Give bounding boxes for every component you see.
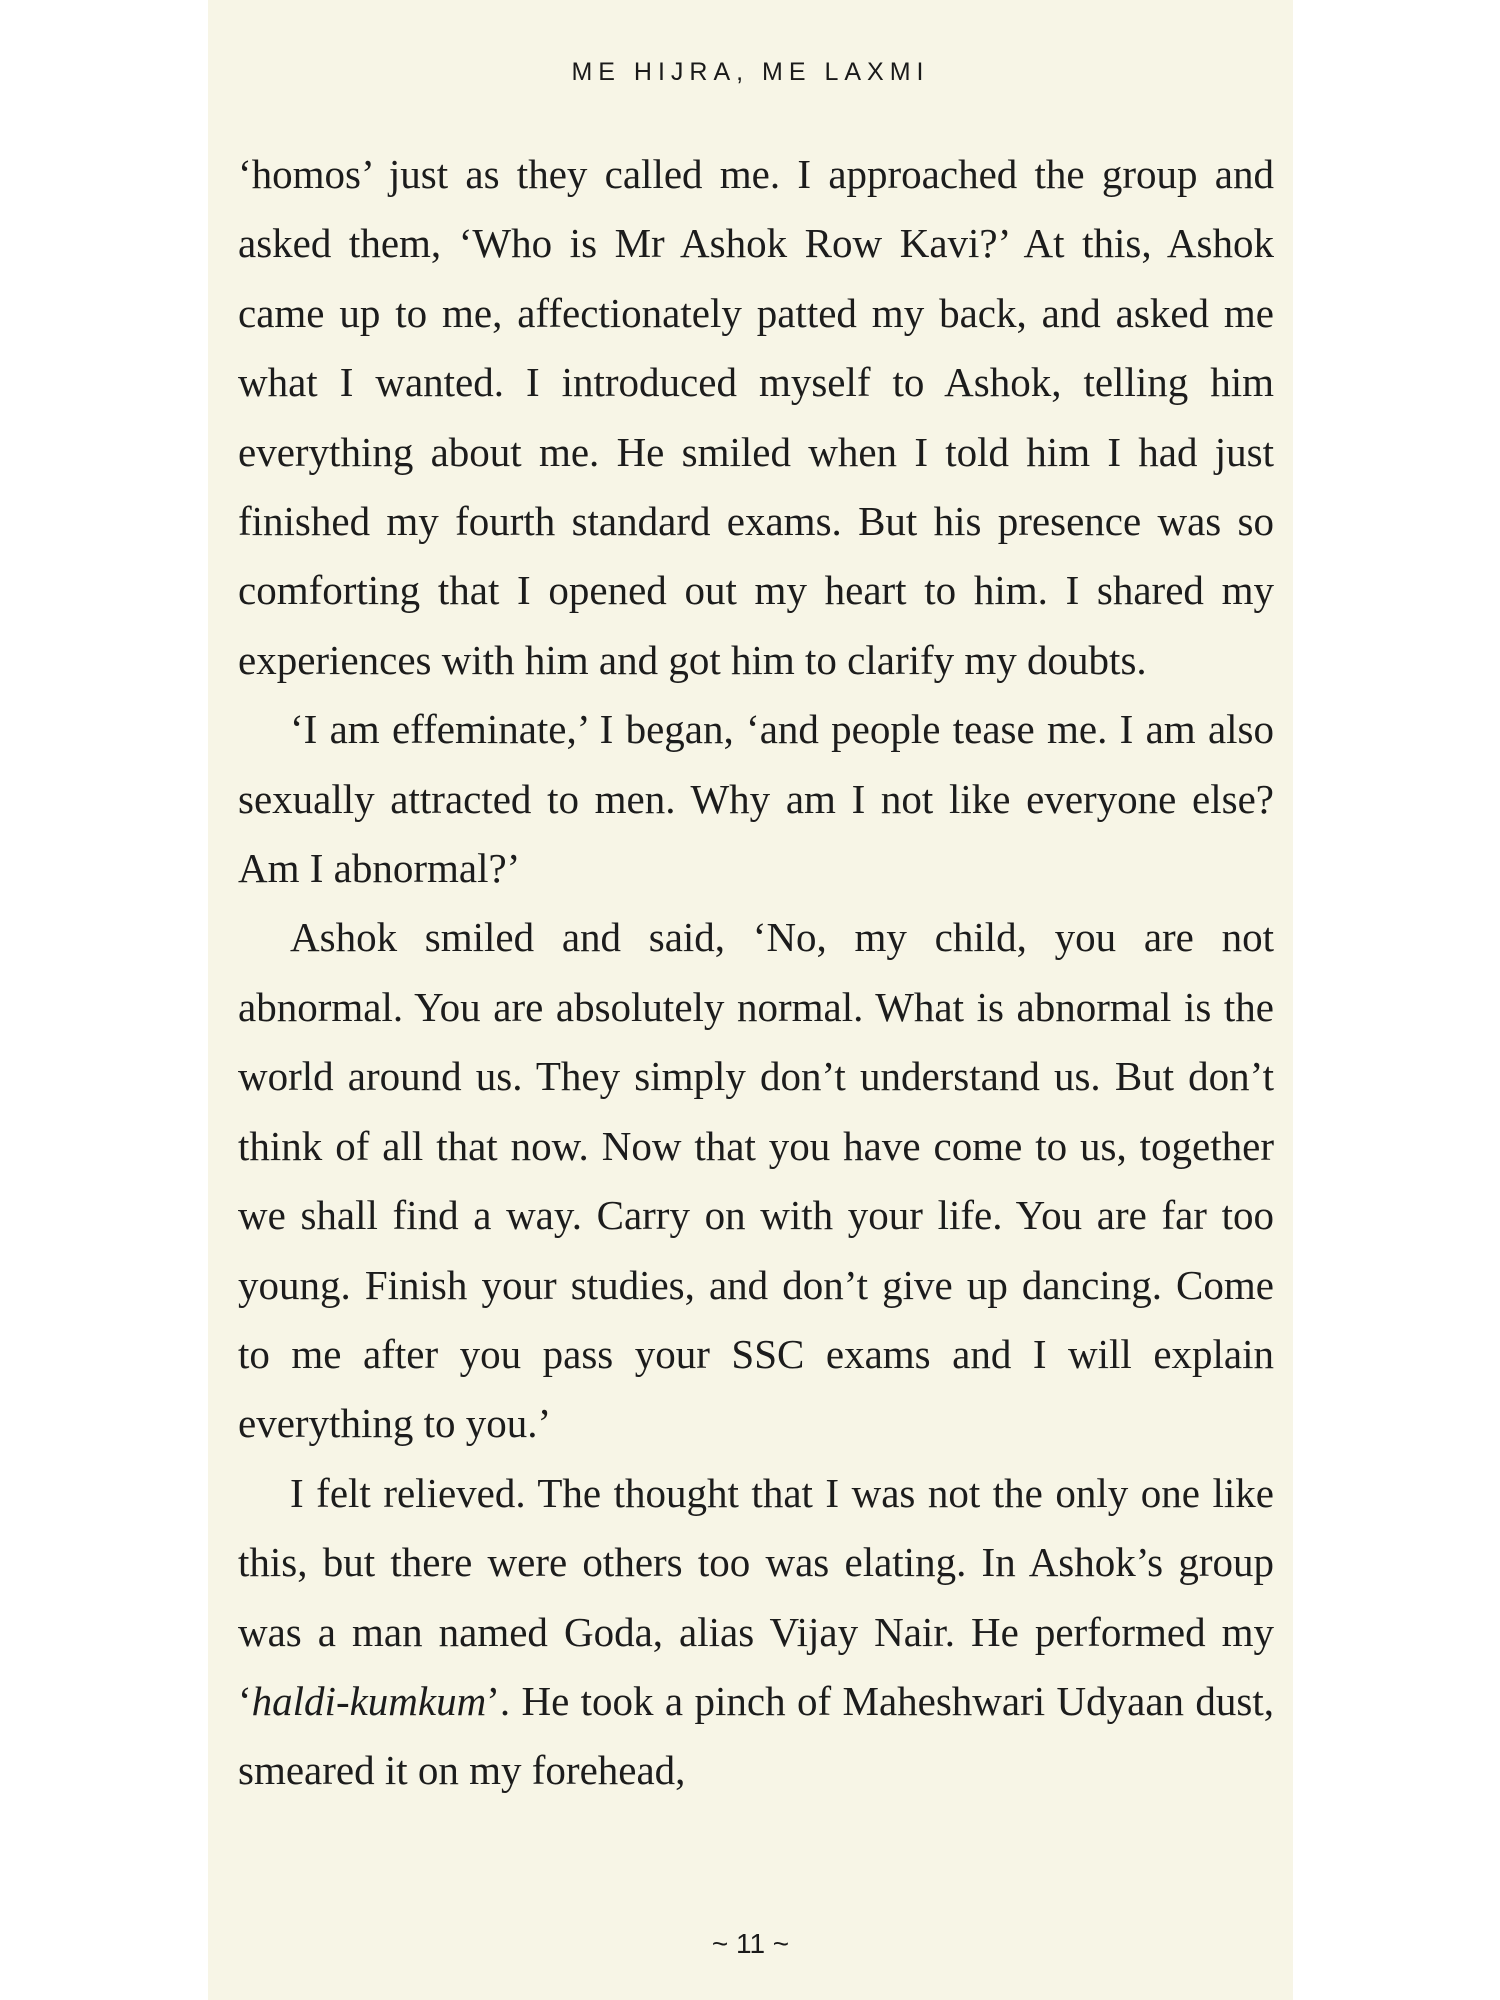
book-page [208,0,1293,2000]
italic-term: haldi-kumkum [251,1677,487,1724]
paragraph-2: ‘I am effeminate,’ I began, ‘and people tease me. I am also sexually attracted to men. Why am I not like everyone else? Am I abnormal?’ [238,706,1274,892]
body-text [238,140,1274,1806]
paragraph-4 [238,1459,1274,1806]
paragraph-4-text-after: ’. He took a pinch of Maheshwari Udyaan dust, smeared it on my forehead, [238,1677,1274,1794]
running-head-title: ME HIJRA, ME LAXMI [571,58,930,86]
paragraph-1: ‘homos’ just as they called me. I approached the group and asked them, ‘Who is Mr Ashok Row Kavi?’ At this, Ashok came up to me, affectionately patted my back, and asked me what I wanted. I introduced myself to Ashok, telling him everything about me. He smiled when I told him I had just finished my fourth standard exams. But his presence was so comforting that I opened out my heart to him. I shared my experiences with him and got him to clarify my doubts. [238,151,1274,683]
page-number: ~ 11 ~ [711,1928,790,1959]
paragraph-4-text-before: I felt relieved. The thought that I was not the only one like this, but there were others too was elating. In Ashok’s group was a man named Goda, alias Vijay Nair. He performed my ‘ [238,1469,1274,1724]
paragraph-3: Ashok smiled and said, ‘No, my child, you are not abnormal. You are absolutely normal. What is abnormal is the world around us. They simply don’t understand us. But don’t think of all that now. Now that you have come to us, together we shall find a way. Carry on with your life. You are far too young. Finish your studies, and don’t give up dancing. Come to me after you pass your SSC exams and I will explain everything to you.’ [238,914,1274,1447]
